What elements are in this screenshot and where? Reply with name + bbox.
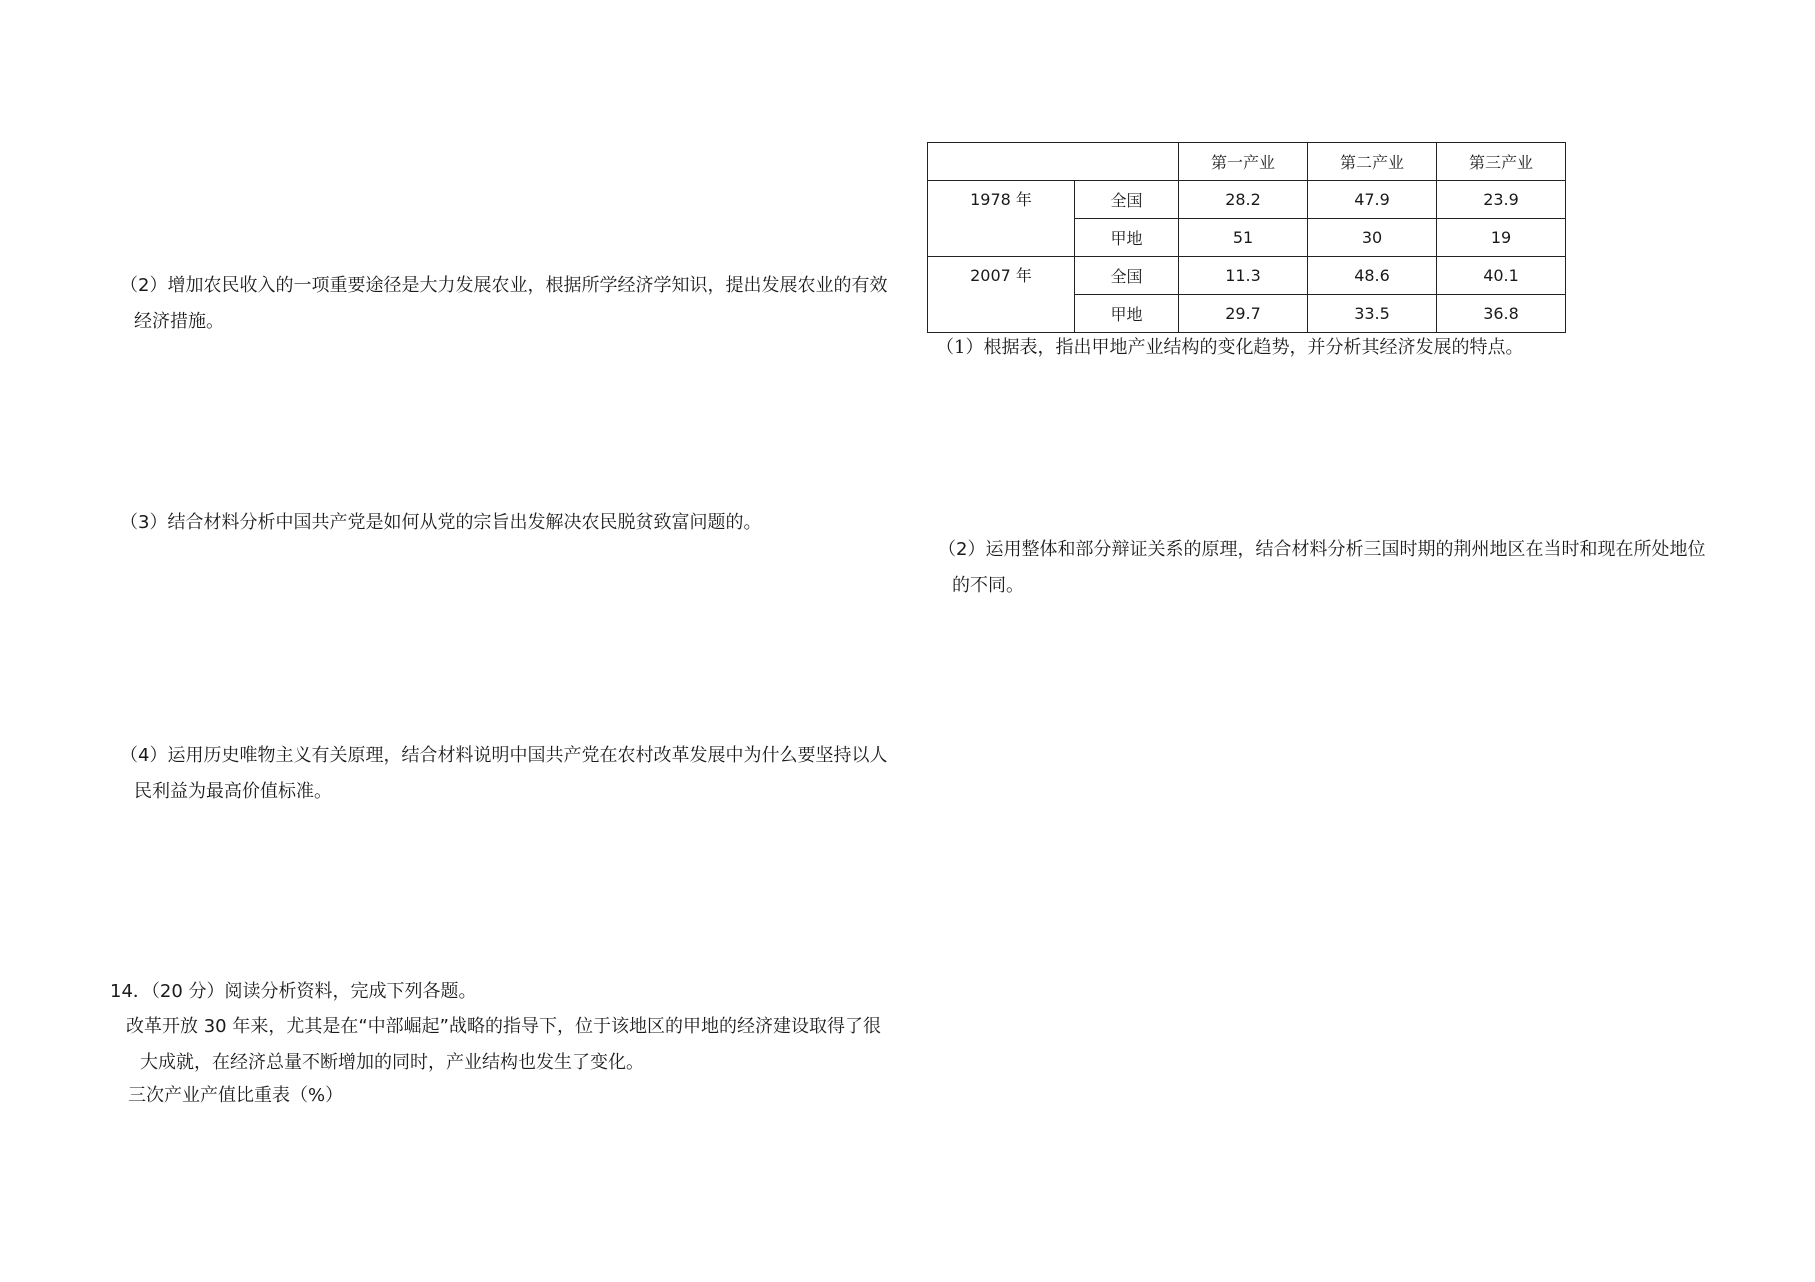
value-cell: 36.8 (1437, 295, 1566, 333)
region-cell: 全国 (1075, 257, 1179, 295)
question-text-line: （1）根据表，指出甲地产业结构的变化趋势，并分析其经济发展的特点。 (936, 337, 1524, 358)
industry-share-table (927, 142, 1566, 333)
region-cell: 甲地 (1075, 295, 1179, 333)
value-cell: 33.5 (1308, 295, 1437, 333)
question-title: 14．（20 分）阅读分析资料，完成下列各题。 (110, 981, 477, 1002)
right-question-2-whole-part (938, 532, 1705, 604)
value-cell: 28.2 (1179, 181, 1308, 219)
value-cell: 47.9 (1308, 181, 1437, 219)
question-4-historical-materialism (120, 738, 887, 810)
value-cell: 23.9 (1437, 181, 1566, 219)
header-primary-industry: 第一产业 (1179, 143, 1308, 181)
question-text-line: （2）增加农民收入的一项重要途径是大力发展农业，根据所学经济学知识，提出发展农业的有效 (120, 275, 888, 296)
right-question-1 (936, 330, 1523, 366)
region-cell: 全国 (1075, 181, 1179, 219)
year-cell-1978: 1978 年 (928, 181, 1075, 257)
material-text-line: 大成就，在经济总量不断增加的同时，产业结构也发生了变化。 (140, 1052, 644, 1073)
table-row (928, 257, 1566, 295)
table-row (928, 181, 1566, 219)
value-cell: 48.6 (1308, 257, 1437, 295)
table-header-row (928, 143, 1566, 181)
value-cell: 29.7 (1179, 295, 1308, 333)
value-cell: 51 (1179, 219, 1308, 257)
value-cell: 30 (1308, 219, 1437, 257)
year-cell-2007: 2007 年 (928, 257, 1075, 333)
question-text-line: （3）结合材料分析中国共产党是如何从党的宗旨出发解决农民脱贫致富问题的。 (120, 512, 762, 533)
material-text-line: 改革开放 30 年来，尤其是在“中部崛起”战略的指导下，位于该地区的甲地的经济建设取得了很 (126, 1016, 881, 1037)
table-caption (128, 1078, 343, 1114)
question-3-party-purpose (120, 505, 761, 541)
question-2-economic-measures (120, 268, 887, 340)
region-cell: 甲地 (1075, 219, 1179, 257)
table-caption-text: 三次产业产值比重表（%） (128, 1085, 344, 1106)
question-text-line: （4）运用历史唯物主义有关原理，结合材料说明中国共产党在农村改革发展中为什么要坚持以人 (120, 745, 888, 766)
value-cell: 11.3 (1179, 257, 1308, 295)
question-14-material (126, 1009, 881, 1081)
header-tertiary-industry: 第三产业 (1437, 143, 1566, 181)
question-text-line: 经济措施。 (134, 311, 224, 332)
table-corner-cell (928, 143, 1179, 181)
header-secondary-industry: 第二产业 (1308, 143, 1437, 181)
value-cell: 40.1 (1437, 257, 1566, 295)
question-text-line: （2）运用整体和部分辩证关系的原理，结合材料分析三国时期的荆州地区在当时和现在所处地位 (938, 539, 1706, 560)
question-text-line: 的不同。 (952, 575, 1024, 596)
question-text-line: 民利益为最高价值标准。 (134, 781, 332, 802)
value-cell: 19 (1437, 219, 1566, 257)
question-14-title (110, 974, 477, 1010)
